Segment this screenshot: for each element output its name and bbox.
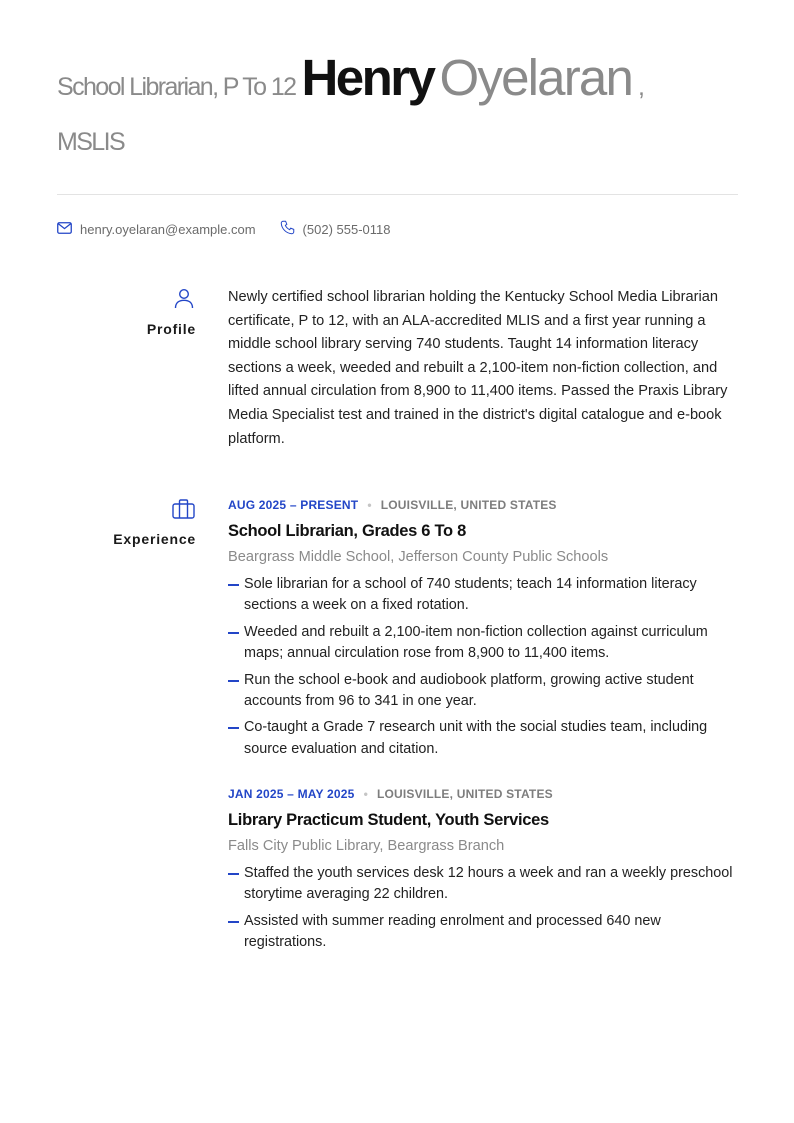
first-name: Henry (301, 49, 434, 106)
bullet-item: Weeded and rebuilt a 2,100-item non-fiction collection against curriculum maps; annual circulation rose from 8,900 to 11,400 items. (228, 622, 743, 665)
bullet-item: Co-taught a Grade 7 research unit with the social studies team, including source evaluation and citation. (228, 717, 743, 760)
job-role: Library Practicum Student, Youth Services (228, 811, 549, 829)
experience-entry (228, 788, 743, 959)
meta-separator-dot: • (367, 498, 372, 512)
bullet-item: Staffed the youth services desk 12 hours a week and ran a weekly preschool storytime averaging 22 children. (228, 863, 743, 906)
job-role: School Librarian, Grades 6 To 8 (228, 522, 466, 540)
profile-label: Profile (146, 321, 196, 337)
resume-header (57, 49, 738, 156)
contact-bar (57, 220, 414, 238)
meta-separator-dot: • (363, 787, 368, 801)
job-bullets (228, 863, 743, 954)
experience-label: Experience (113, 531, 196, 547)
email-text[interactable]: henry.oyelaran@example.com (80, 221, 256, 237)
bullet-item: Sole librarian for a school of 740 students; teach 14 information literacy sections a week on a fixed rotation. (228, 574, 743, 617)
job-meta (228, 788, 743, 800)
job-bullets (228, 574, 743, 760)
phone-text[interactable]: (502) 555-0118 (302, 221, 391, 237)
profile-text: Newly certified school librarian holding the Kentucky School Media Librarian certificate, P to 12, with an ALA-accredited MLIS and a first year running a middle school library serving 740 students. Taught 14 information literacy sections a week, weeded and rebuilt a 2,100-item non-fiction collection, and lifted annual circulation from 8,900 to 11,400 items. Passed the Praxis Library Media Specialist test and trained in the district's digital catalogue and e-book platform. (228, 289, 728, 447)
job-location: LOUISVILLE, UNITED STATES (380, 498, 557, 512)
bullet-item: Assisted with summer reading enrolment and processed 640 new registrations. (228, 911, 743, 954)
experience-entry (228, 499, 743, 765)
phone-item[interactable] (280, 220, 391, 238)
job-organization: Beargrass Middle School, Jefferson County Public Schools (228, 549, 609, 565)
job-organization: Falls City Public Library, Beargrass Branch (228, 838, 505, 854)
envelope-icon (57, 222, 80, 237)
header-divider (57, 194, 738, 195)
last-name: Oyelaran (439, 49, 633, 106)
degree: MSLIS (57, 128, 125, 156)
name-comma: , (638, 73, 645, 101)
person-icon (174, 288, 194, 314)
job-location: LOUISVILLE, UNITED STATES (376, 787, 553, 801)
bullet-item: Run the school e-book and audiobook platform, growing active student accounts from 96 to 341 in one year. (228, 670, 743, 713)
job-dates: JAN 2025 – MAY 2025 (228, 787, 355, 801)
name-line (57, 49, 738, 106)
job-meta (228, 499, 743, 511)
job-title: School Librarian, P To 12 (57, 73, 296, 101)
phone-icon (280, 220, 303, 238)
email-item[interactable] (57, 222, 256, 237)
briefcase-icon (172, 499, 195, 524)
job-dates: AUG 2025 – PRESENT (228, 498, 359, 512)
